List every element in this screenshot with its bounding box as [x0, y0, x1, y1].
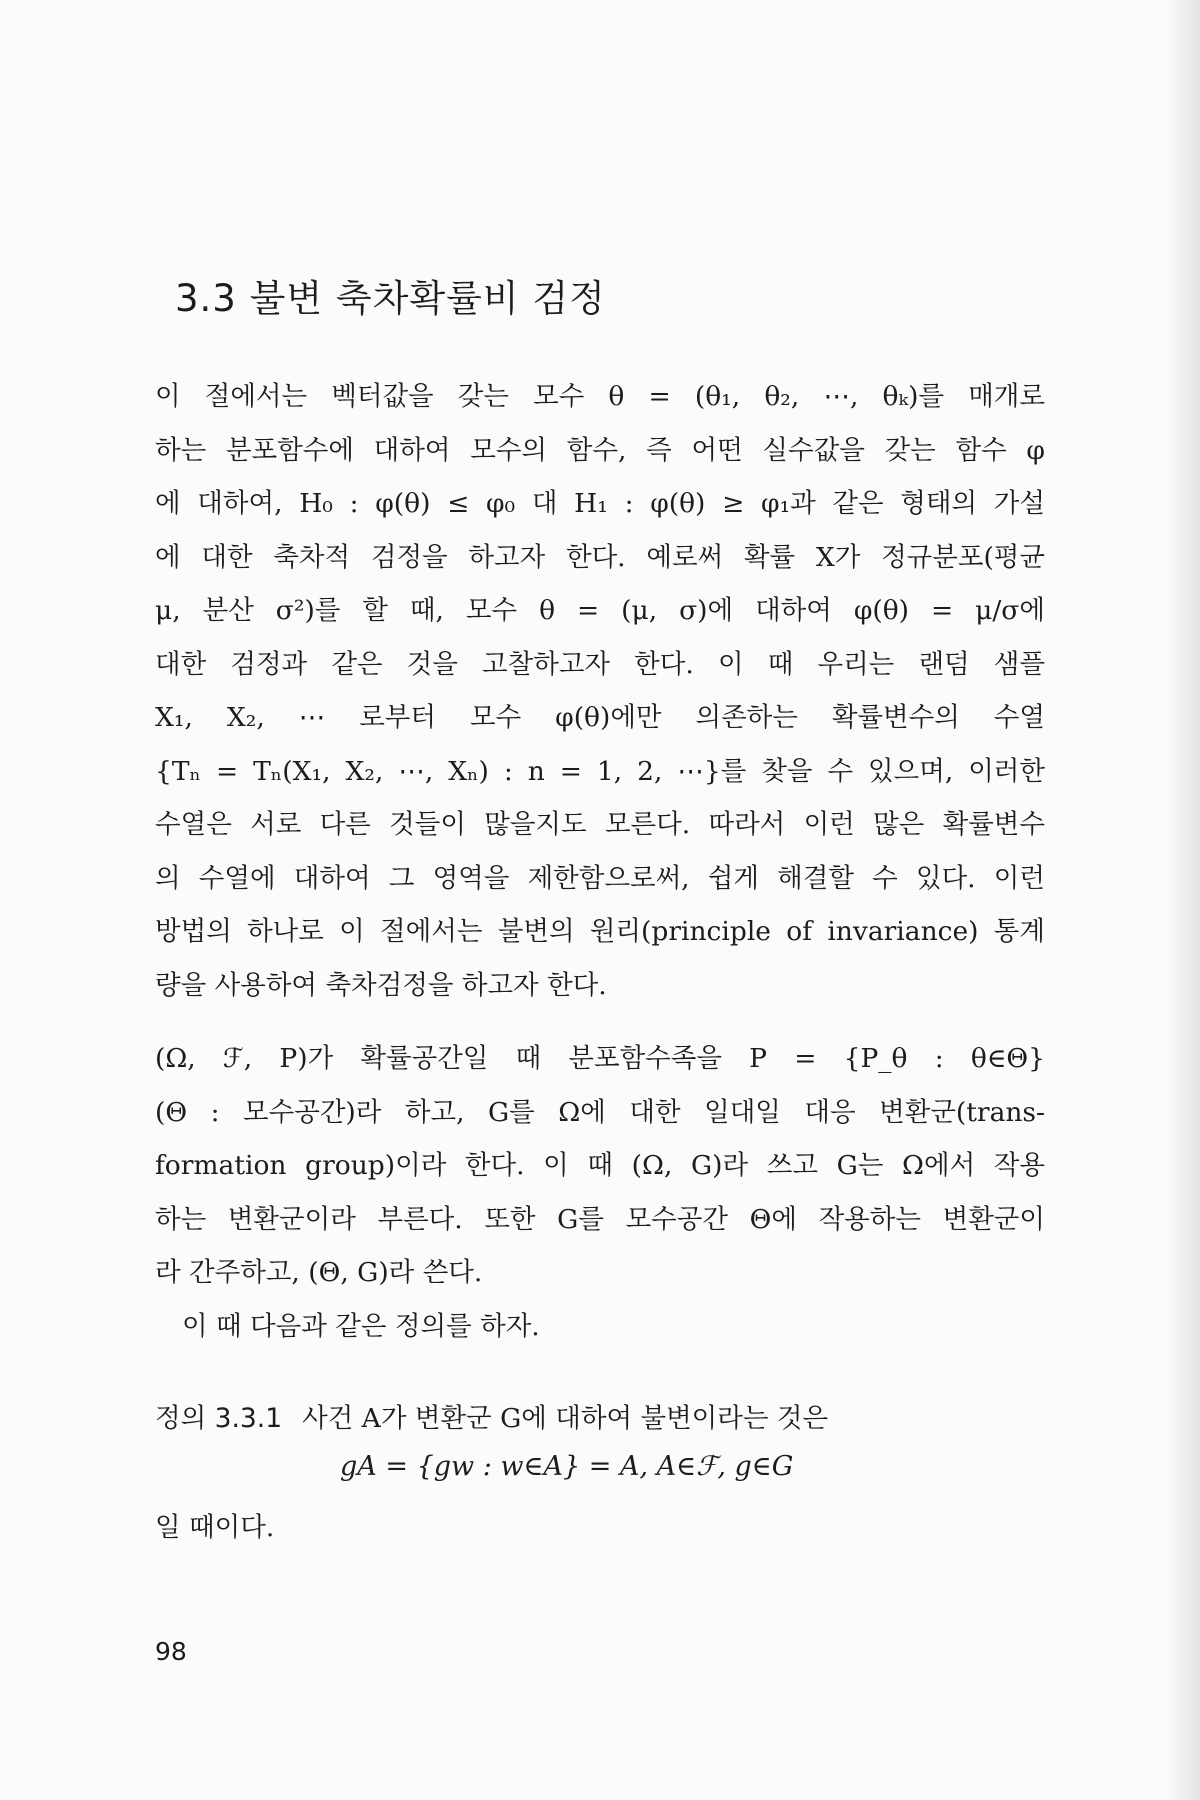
page-number: 98: [155, 1637, 187, 1666]
text-line: 에 대한 축차적 검정을 하고자 한다. 예로써 확률 X가 정규분포(평균: [155, 541, 1045, 573]
text-line: 하는 변환군이라 부른다. 또한 G를 모수공간 Θ에 작용하는 변환군이: [155, 1203, 1045, 1235]
definition-label: 정의 3.3.1: [155, 1403, 283, 1434]
text-line: formation group)이라 한다. 이 때 (Ω, G)라 쓰고 G는 Ω에서 작용: [155, 1150, 1045, 1181]
definition-statement: 사건 A가 변환군 G에 대하여 불변이라는 것은: [302, 1403, 829, 1434]
paragraph-1: [155, 370, 1045, 1012]
text-line: (Θ : 모수공간)라 하고, G를 Ω에 대한 일대일 대응 변환군(trans-: [155, 1096, 1045, 1128]
definition-equation: gA = {gw : w∈A} = A, A∈ℱ, g∈G: [340, 1451, 794, 1482]
text-line: 이 때 다음과 같은 정의를 하자.: [182, 1311, 540, 1342]
text-line: 라 간주하고, (Θ, G)라 쓴다.: [155, 1257, 483, 1288]
text-line: 이 절에서는 벡터값을 갖는 모수 θ = (θ₁, θ₂, ⋯, θₖ)를 매개로: [155, 381, 1045, 412]
text-line: 하는 분포함수에 대하여 모수의 함수, 즉 어떤 실수값을 갖는 함수 φ: [155, 434, 1045, 466]
scan-shadow-edge: [1166, 0, 1200, 1800]
paragraph-2: [155, 1032, 1045, 1300]
text-line: 의 수열에 대하여 그 영역을 제한함으로써, 쉽게 해결할 수 있다. 이런: [155, 862, 1045, 894]
definition-heading: [155, 1396, 828, 1435]
text-line: X₁, X₂, ⋯ 로부터 모수 φ(θ)에만 의존하는 확률변수의 수열: [155, 702, 1045, 733]
paragraph-3: [155, 1300, 1045, 1354]
text-line: 대한 검정과 같은 것을 고찰하고자 한다. 이 때 우리는 랜덤 샘플: [155, 648, 1045, 680]
section-title: 3.3 불변 축차확률비 검정: [175, 277, 606, 320]
text-line: 방법의 하나로 이 절에서는 불변의 원리(principle of invariance) 통계: [155, 916, 1045, 947]
text-line: 에 대하여, H₀ : φ(θ) ≤ φ₀ 대 H₁ : φ(θ) ≥ φ₁과 같은 형태의 가설: [155, 488, 1045, 519]
definition-tail: 일 때이다.: [155, 1512, 275, 1543]
text-line: 량을 사용하여 축차검정을 하고자 한다.: [155, 969, 607, 1001]
text-line: (Ω, ℱ, P)가 확률공간일 때 분포함수족을 P = {P_θ : θ∈Θ}: [155, 1043, 1045, 1074]
text-line: 수열은 서로 다른 것들이 많을지도 모른다. 따라서 이런 많은 확률변수: [155, 809, 1045, 840]
text-line: μ, 분산 σ²)를 할 때, 모수 θ = (μ, σ)에 대하여 φ(θ) = μ/σ에: [155, 595, 1045, 626]
text-line: {Tₙ = Tₙ(X₁, X₂, ⋯, Xₙ) : n = 1, 2, ⋯}를 찾을 수 있으며, 이러한: [155, 755, 1045, 787]
